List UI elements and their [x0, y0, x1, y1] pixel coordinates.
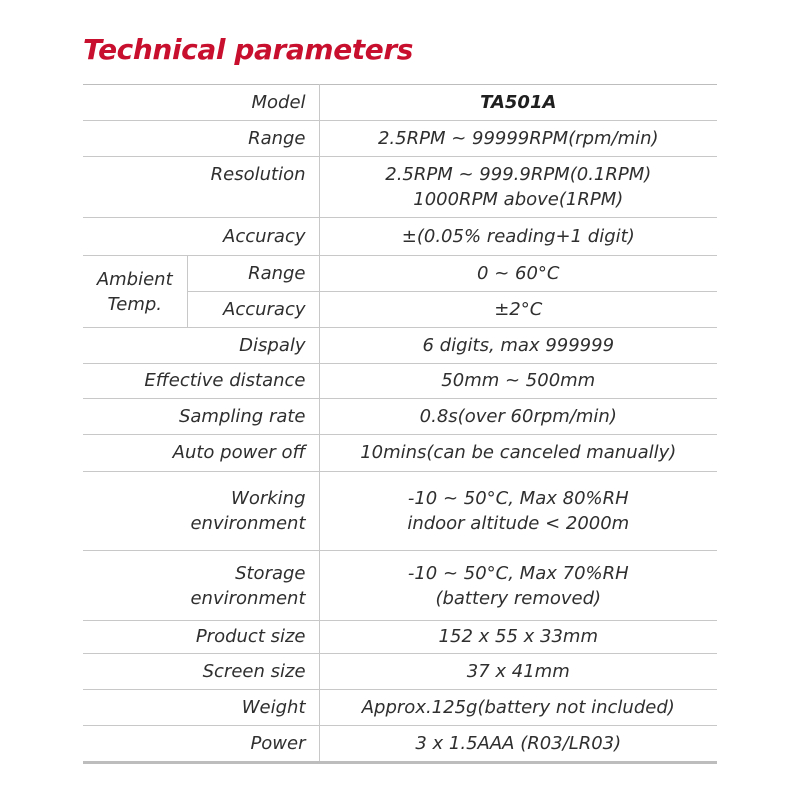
row-value: 3 x 1.5AAA (R03/LR03): [415, 732, 622, 754]
row-value: 10mins(can be canceled manually): [319, 435, 717, 472]
table-row-product-size: [83, 621, 717, 654]
row-value: [319, 157, 717, 218]
table-row-auto-power-off: [83, 435, 717, 472]
group-label-line: Ambient: [96, 268, 173, 290]
row-value: 2.5RPM ~ 99999RPM(rpm/min): [319, 121, 717, 157]
row-label: Auto power off: [83, 435, 319, 472]
row-label-line: Storage: [235, 562, 306, 584]
row-value: 0 ~ 60°C: [319, 256, 717, 292]
table-row-power: [83, 726, 717, 763]
table-row-display: [83, 328, 717, 364]
row-value: [319, 551, 717, 621]
row-label: Product size: [83, 621, 319, 654]
row-value: 6 digits, max 999999: [319, 328, 717, 364]
row-value: 152 x 55 x 33mm: [319, 621, 717, 654]
table-row-accuracy: [83, 218, 717, 256]
row-value-line: 2.5RPM ~ 999.9RPM(0.1RPM): [385, 164, 652, 185]
row-label: Power: [83, 726, 319, 763]
row-value-line: -10 ~ 50°C, Max 70%RH: [407, 562, 629, 584]
table-row-weight: [83, 690, 717, 726]
ambient-temp-group: [83, 256, 187, 328]
row-label-line: environment: [190, 587, 306, 609]
row-label: Accuracy: [187, 292, 319, 328]
table-row-working-environment: [83, 472, 717, 551]
table-row-model: [83, 85, 717, 121]
row-value: 50mm ~ 500mm: [319, 364, 717, 399]
row-label: Accuracy: [83, 218, 319, 256]
row-label-line: Working: [231, 488, 306, 509]
row-value: Approx.125g(battery not included): [319, 690, 717, 726]
row-value-line: (battery removed): [435, 587, 602, 609]
table-row-range: [83, 121, 717, 157]
row-label-line: environment: [190, 513, 306, 534]
row-value: 0.8s(over 60rpm/min): [319, 399, 717, 435]
page-title: Technical parameters: [83, 33, 414, 66]
row-label: Model: [83, 85, 319, 121]
row-label: [83, 472, 319, 551]
row-value-line: 1000RPM above(1RPM): [413, 189, 624, 210]
table-row-screen-size: [83, 654, 717, 690]
table-row-resolution: [83, 157, 717, 218]
table-row-ambient-range: [83, 256, 717, 292]
row-label: Resolution: [83, 157, 319, 218]
row-label: Range: [187, 256, 319, 292]
row-value: ±(0.05% reading+1 digit): [319, 218, 717, 256]
table-row-storage-environment: [83, 551, 717, 621]
row-value-line: indoor altitude < 2000m: [407, 513, 630, 534]
table-row-effective-distance: [83, 364, 717, 399]
row-label: Range: [83, 121, 319, 157]
row-value: [319, 472, 717, 551]
row-value: 37 x 41mm: [319, 654, 717, 690]
spec-table: [83, 84, 717, 764]
row-value: TA501A: [319, 85, 717, 121]
row-value-line: -10 ~ 50°C, Max 80%RH: [407, 488, 629, 509]
row-label: Sampling rate: [83, 399, 319, 435]
row-label: Screen size: [83, 654, 319, 690]
row-value: ±2°C: [319, 292, 717, 328]
row-label: Weight: [83, 690, 319, 726]
row-label: Dispaly: [83, 328, 319, 364]
row-label: [83, 551, 319, 621]
table-row-sampling-rate: [83, 399, 717, 435]
group-label-line: Temp.: [107, 293, 163, 315]
row-label: Effective distance: [83, 364, 319, 399]
